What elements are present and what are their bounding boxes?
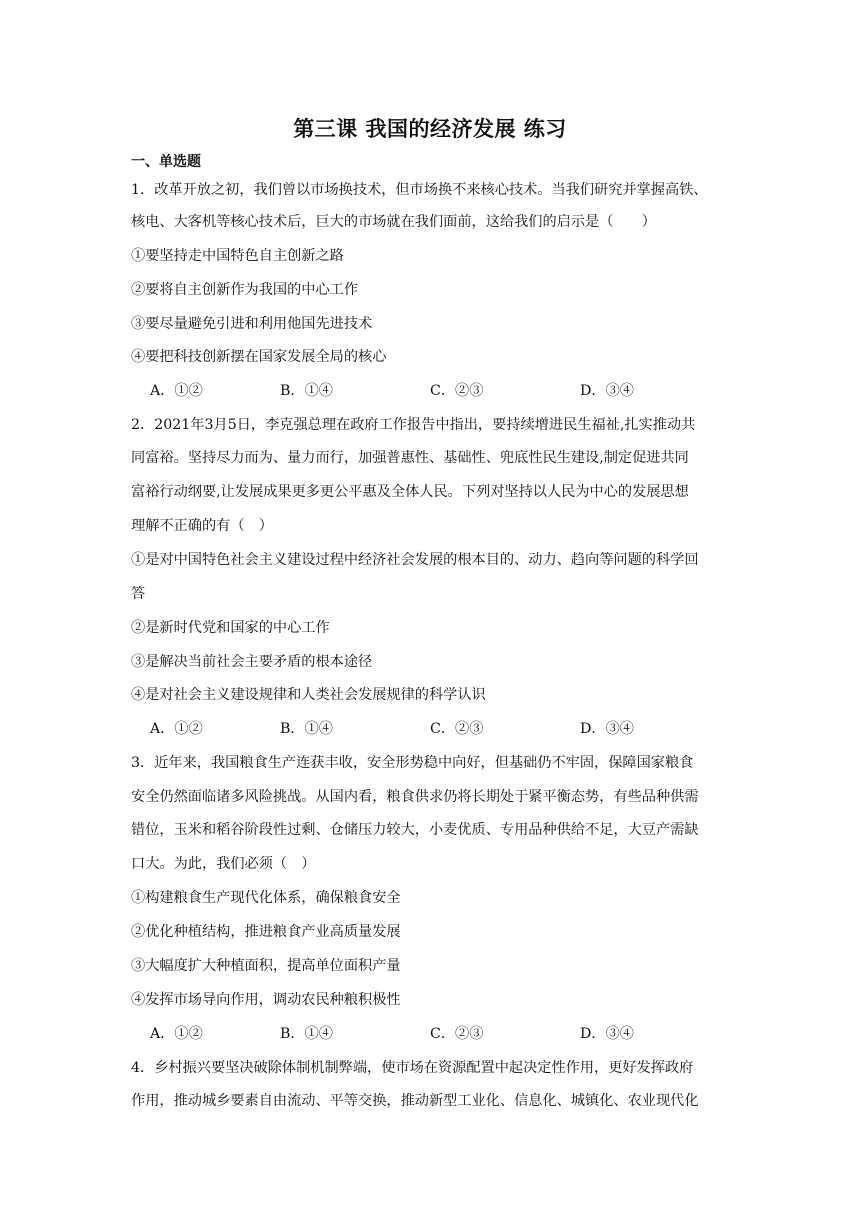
- option-b: B．①④: [280, 1026, 333, 1042]
- question-4-line-1: 4．乡村振兴要坚决破除体制机制弊端，使市场在资源配置中起决定性作用，更好发挥政府: [131, 1060, 694, 1076]
- question-2-statement-3: ③是解决当前社会主要矛盾的根本途径: [131, 654, 373, 670]
- question-2-line-1: 2．2021年3月5日，李克强总理在政府工作报告中指出，要持续增进民生福祉,扎实推动共: [131, 417, 696, 433]
- option-a: A．①②: [150, 383, 203, 399]
- question-2-statement-2: ②是新时代党和国家的中心工作: [131, 620, 330, 636]
- option-a: A．①②: [150, 1026, 203, 1042]
- option-c: C．②③: [430, 721, 484, 737]
- question-3-statement-3: ③大幅度扩大种植面积，提高单位面积产量: [131, 958, 401, 974]
- question-2-line-4: 理解不正确的有（ ）: [131, 518, 273, 534]
- question-2-line-3: 富裕行动纲要,让发展成果更多更公平惠及全体人民。下列对坚持以人民为中心的发展思想: [131, 484, 689, 500]
- question-1-statement-4: ④要把科技创新摆在国家发展全局的核心: [131, 349, 387, 365]
- option-b: B．①④: [280, 721, 333, 737]
- question-2-line-2: 同富裕。坚持尽力而为、量力而行，加强普惠性、基础性、兜底性民生建设,制定促进共同: [131, 450, 689, 466]
- question-1-statement-3: ③要尽量避免引进和利用他国先进技术: [131, 316, 373, 332]
- question-3-line-4: 口大。为此，我们必须（ ）: [131, 856, 316, 872]
- section-heading: 一、单选题: [131, 154, 201, 170]
- question-3-statement-1: ①构建粮食生产现代化体系，确保粮食安全: [131, 890, 401, 906]
- option-d: D．③④: [580, 1026, 634, 1042]
- page-title: 第三课 我国的经济发展 练习: [293, 117, 567, 141]
- question-3-line-2: 安全仍然面临诸多风险挑战。从国内看，粮食供求仍将长期处于紧平衡态势，有些品种供需: [131, 789, 699, 805]
- question-2-statement-1: ①是对中国特色社会主义建设过程中经济社会发展的根本目的、动力、趋向等问题的科学回: [131, 552, 699, 568]
- question-4-line-2: 作用，推动城乡要素自由流动、平等交换，推动新型工业化、信息化、城镇化、农业现代化: [131, 1093, 699, 1109]
- question-1-statement-2: ②要将自主创新作为我国的中心工作: [131, 282, 359, 298]
- question-1-line-2: 核电、大客机等核心技术后，巨大的市场就在我们面前，这给我们的启示是（ ）: [131, 214, 656, 230]
- question-1-line-1: 1．改革开放之初，我们曾以市场换技术，但市场换不来核心技术。当我们研究并掌握高铁、: [131, 182, 708, 198]
- question-3-statement-2: ②优化种植结构，推进粮食产业高质量发展: [131, 924, 401, 940]
- question-3-line-3: 错位，玉米和稻谷阶段性过剩、仓储压力较大，小麦优质、专用品种供给不足，大豆产需缺: [131, 822, 699, 838]
- question-3-line-1: 3．近年来，我国粮食生产连获丰收，安全形势稳中向好，但基础仍不牢固，保障国家粮食: [131, 755, 694, 771]
- option-b: B．①④: [280, 383, 333, 399]
- option-d: D．③④: [580, 721, 634, 737]
- option-c: C．②③: [430, 383, 484, 399]
- question-1-statement-1: ①要坚持走中国特色自主创新之路: [131, 248, 344, 264]
- option-c: C．②③: [430, 1026, 484, 1042]
- question-2-statement-1-cont: 答: [131, 586, 146, 602]
- question-3-statement-4: ④发挥市场导向作用，调动农民种粮积极性: [131, 992, 401, 1008]
- option-a: A．①②: [150, 721, 203, 737]
- option-d: D．③④: [580, 383, 634, 399]
- question-2-statement-4: ④是对社会主义建设规律和人类社会发展规律的科学认识: [131, 687, 486, 703]
